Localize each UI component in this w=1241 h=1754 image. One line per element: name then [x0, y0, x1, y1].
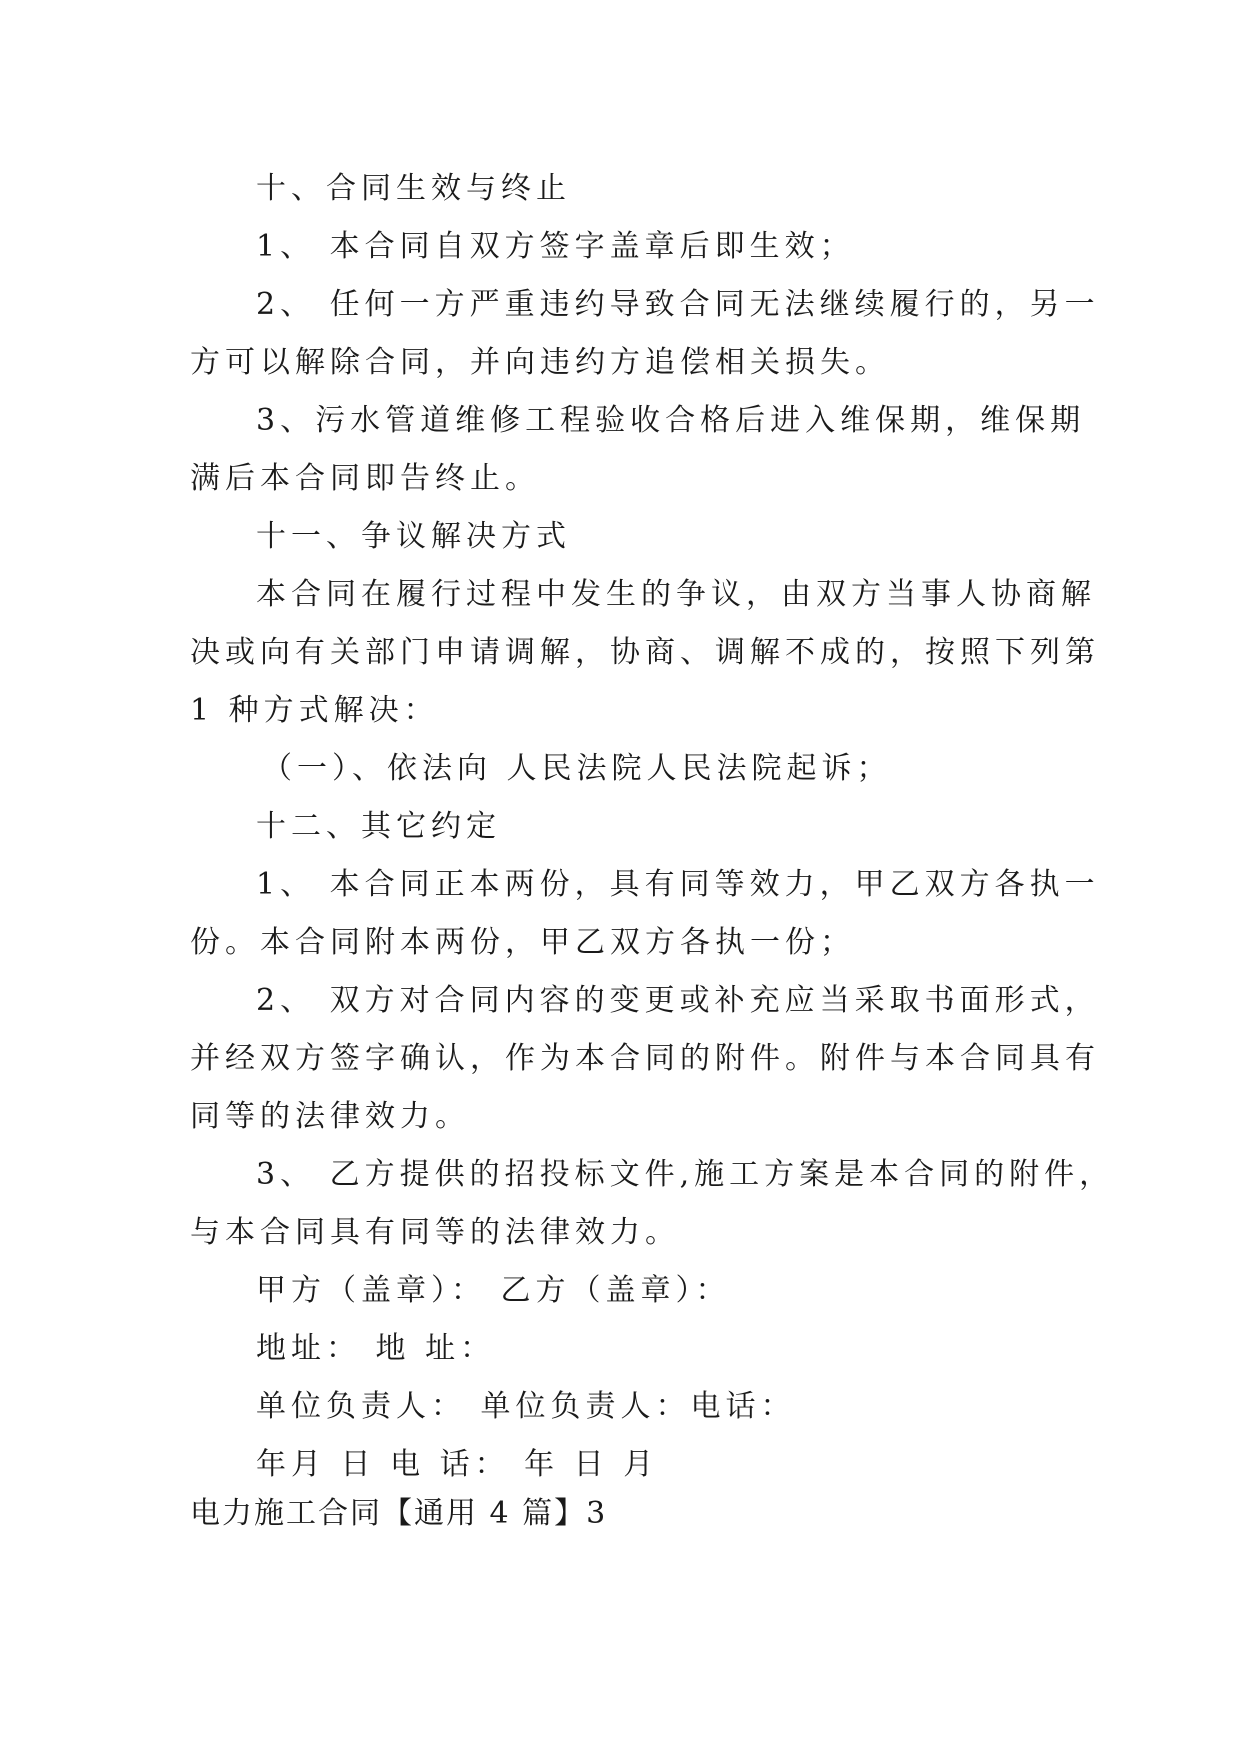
section-heading-12: 十二、其它约定: [256, 809, 501, 844]
paragraph-line: 1、 本合同正本两份，具有同等效力，甲乙双方各执一: [256, 867, 1100, 902]
paragraph-line: 1 种方式解决：: [190, 693, 439, 728]
paragraph-line: 2、 双方对合同内容的变更或补充应当采取书面形式，: [256, 983, 1100, 1018]
paragraph-line: 1、 本合同自双方签字盖章后即生效；: [256, 229, 855, 264]
paragraph-line: 并经双方签字确认，作为本合同的附件。附件与本合同具有: [190, 1041, 1100, 1076]
paragraph-line: 3、 乙方提供的招投标文件,施工方案是本合同的附件，: [256, 1157, 1115, 1192]
signature-address-line: 地址： 地 址：: [256, 1331, 496, 1366]
page-footer: 电力施工合同【通用 4 篇】3: [190, 1496, 608, 1531]
paragraph-line: 满后本合同即告终止。: [190, 461, 540, 496]
paragraph-line: （一）、依法向 人民法院人民法院起诉；: [262, 751, 892, 786]
paragraph-line: 2、 任何一方严重违约导致合同无法继续履行的，另一: [256, 287, 1100, 322]
paragraph-line: 决或向有关部门申请调解，协商、调解不成的，按照下列第: [190, 635, 1100, 670]
paragraph-line: 3、污水管道维修工程验收合格后进入维保期，维保期: [256, 403, 1086, 438]
paragraph-line: 份。本合同附本两份，甲乙双方各执一份；: [190, 925, 855, 960]
paragraph-line: 本合同在履行过程中发生的争议，由双方当事人协商解: [256, 577, 1096, 612]
section-heading-10: 十、合同生效与终止: [256, 171, 571, 206]
signature-party-line: 甲方（盖章）： 乙方（盖章）：: [256, 1273, 731, 1308]
paragraph-line: 与本合同具有同等的法律效力。: [190, 1215, 680, 1250]
document-body: [190, 160, 1115, 1494]
paragraph-line: 方可以解除合同，并向违约方追偿相关损失。: [190, 345, 890, 380]
signature-responsible-line: 单位负责人： 单位负责人：电话：: [256, 1389, 796, 1424]
signature-date-line: 年月 日 电 话： 年 日 月: [256, 1447, 659, 1482]
paragraph-line: 同等的法律效力。: [190, 1099, 470, 1134]
section-heading-11: 十一、争议解决方式: [256, 519, 571, 554]
